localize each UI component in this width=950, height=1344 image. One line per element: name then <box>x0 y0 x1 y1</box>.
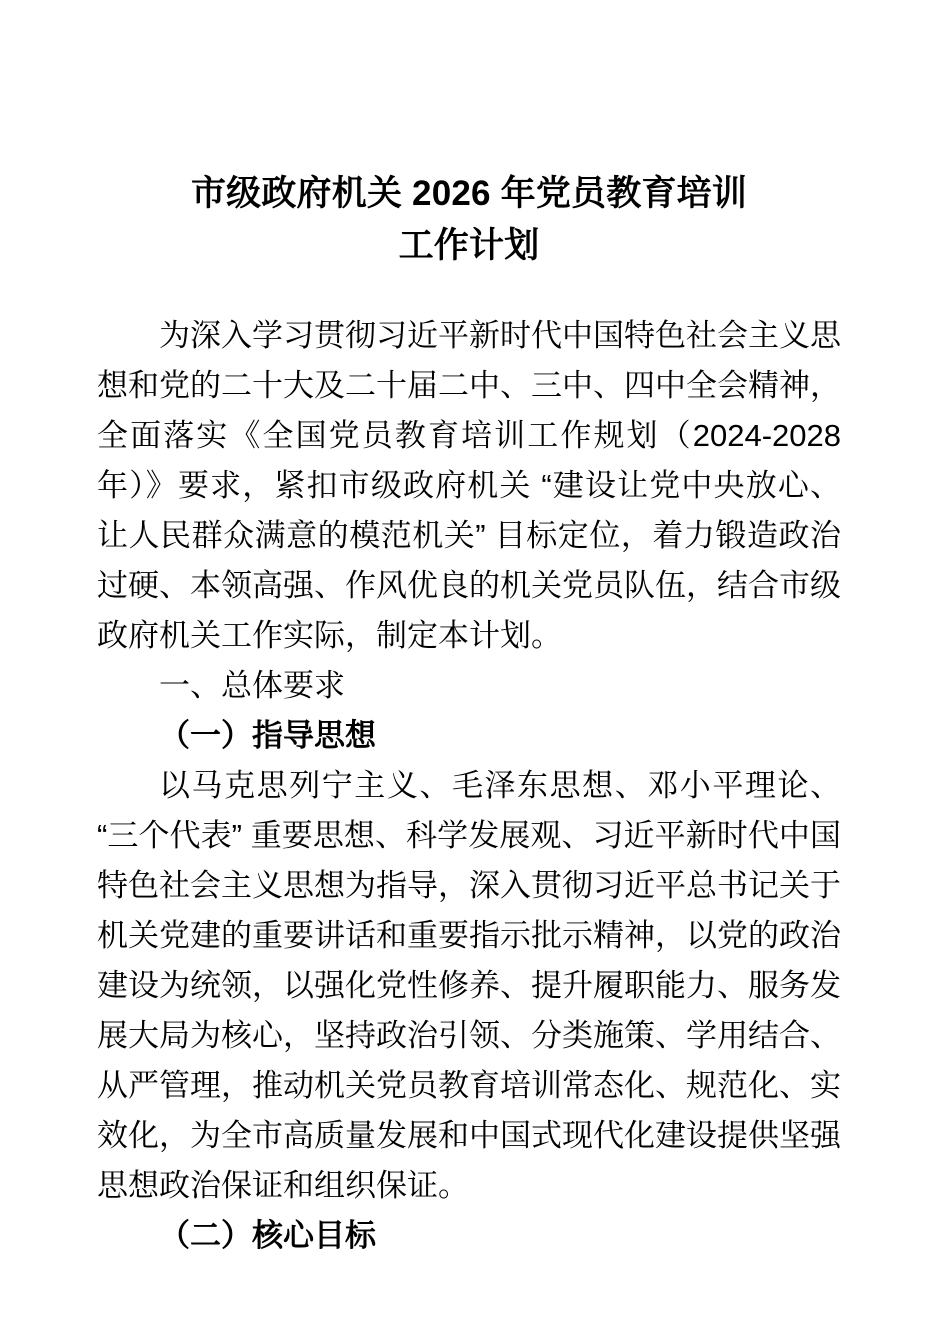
page-title-line-1: 市级政府机关 2026 年党员教育培训 <box>190 174 748 213</box>
page-title <box>97 0 841 272</box>
subsection-heading-1-1: （一）指导思想 <box>159 718 376 753</box>
subsection-heading-1-2: （二）核心目标 <box>159 1218 376 1253</box>
document-content <box>97 0 841 1261</box>
section-heading-1: 一、总体要求 <box>159 668 345 703</box>
subsection-body-1-1: 以马克思列宁主义、毛泽东思想、邓小平理论、 “三个代表” 重要思想、科学发展观、习近平新时代中国特色社会主义思想为指导，深入贯彻习近平总书记关于机关党建的重要讲话和重要指示批示精神，以党的政治建设为统领，以强化党性修养、提升履职能力、服务发展大局为核心，坚持政治引领、分类施策、学用结合、从严管理，推动机关党员教育培训常态化、规范化、实效化，为全市高质量发展和中国式现代化建设提供坚强思想政治保证和组织保证。 <box>97 768 841 1203</box>
preamble-paragraph: 为深入学习贯彻习近平新时代中国特色社会主义思想和党的二十大及二十届二中、三中、四中全会精神，全面落实《全国党员教育培训工作规划（2024-2028 年）》要求，紧扣市级政府机关 “建设让党中央放心、让人民群众满意的模范机关” 目标定位，着力锻造政治过硬、本领高强、作风优良的机关党员队伍，结合市级政府机关工作实际，制定本计划。 <box>97 318 841 653</box>
page-title-line-2: 工作计划 <box>398 226 540 265</box>
